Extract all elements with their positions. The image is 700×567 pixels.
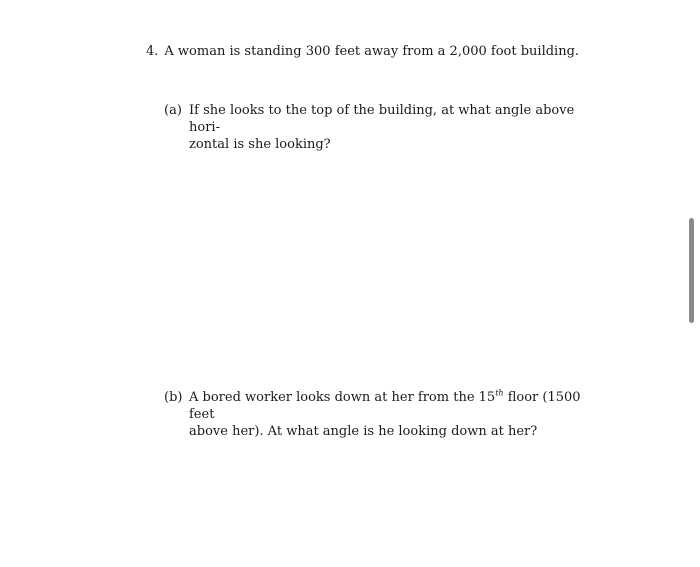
part-b-label: (b)	[164, 390, 183, 405]
part-a-line-2: zontal is she looking?	[189, 137, 331, 152]
problem-statement	[146, 43, 579, 61]
part-b	[164, 389, 584, 440]
vertical-scrollbar-thumb[interactable]	[689, 218, 694, 323]
problem-number: 4.	[146, 44, 159, 59]
problem-text: A woman is standing 300 feet away from a 2,000 foot building.	[164, 44, 580, 59]
part-b-line-2: above her). At what angle is he looking down at her?	[189, 424, 538, 439]
part-b-line-1-end: floor (1500 feet	[189, 390, 581, 422]
ordinal-suffix: th	[495, 388, 504, 398]
part-a	[164, 102, 584, 153]
part-b-line-1-start: A bored worker looks down at her from the 15	[189, 390, 496, 405]
part-a-label: (a)	[164, 103, 182, 118]
part-b-line-1	[189, 389, 584, 423]
part-a-line-1: If she looks to the top of the building, at what angle above hori-	[189, 103, 575, 135]
